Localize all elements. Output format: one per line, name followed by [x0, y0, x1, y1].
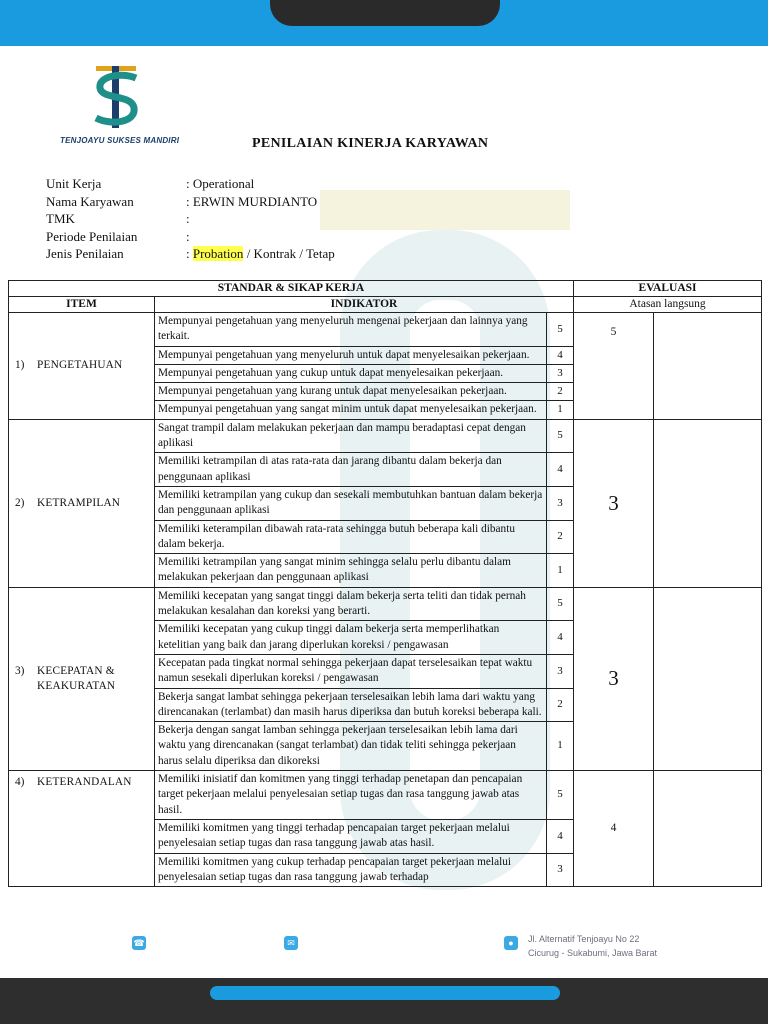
- item-number: 4): [15, 776, 25, 789]
- info-row-tmk: [46, 210, 335, 228]
- table-subheader-row: [9, 297, 762, 313]
- score-value: 2: [547, 520, 574, 554]
- table-row: [9, 419, 762, 453]
- evaluation-score[interactable]: 3: [574, 419, 654, 587]
- item-number: 2): [15, 496, 25, 509]
- indicator-text: Memiliki keterampilan dibawah rata-rata sehingga butuh beberapa kali dibantu dalam bekerja.: [155, 520, 547, 554]
- info-label: Nama Karyawan: [46, 193, 134, 209]
- score-value: 3: [547, 486, 574, 520]
- indicator-text: Memiliki ketrampilan di atas rata-rata dan jarang dibantu dalam bekerja dan penggunaan aplikasi: [155, 453, 547, 487]
- watermark-bar: [320, 190, 570, 230]
- indicator-text: Memiliki komitmen yang tinggi terhadap pencapaian target pekerjaan melalui penyelesaian setiap tugas dan rasa tanggung jawab atas hasil.: [155, 819, 547, 853]
- evaluation-score[interactable]: 3: [574, 587, 654, 770]
- tsm-logo-icon: [92, 64, 142, 130]
- company-logo: [60, 64, 180, 152]
- indicator-text: Mempunyai pengetahuan yang kurang untuk dapat menyelesaikan pekerjaan.: [155, 383, 547, 401]
- item-label: [37, 358, 122, 373]
- table-row: [9, 313, 762, 347]
- score-value: 2: [547, 383, 574, 401]
- table-row: [9, 771, 762, 820]
- item-label-line: KETRAMPILAN: [37, 496, 121, 509]
- header-evaluator: Atasan langsung: [574, 297, 762, 313]
- mail-icon: ✉: [284, 936, 298, 950]
- indicator-text: Kecepatan pada tingkat normal sehingga pekerjaan dapat terselesaikan tepat waktu namun sesekali diperlukan koreksi / pengawasan: [155, 654, 547, 688]
- item-number: 3): [15, 664, 25, 677]
- evaluation-extra-cell[interactable]: [654, 419, 762, 587]
- info-value: :: [186, 228, 190, 244]
- item-cell: [9, 419, 155, 587]
- indicator-text: Memiliki inisiatif dan komitmen yang tinggi terhadap penetapan dan pencapaian target pekerjaan melalui penyelesaian setiap tugas dan rasa tanggung jawab atas hasil.: [155, 771, 547, 820]
- evaluation-score[interactable]: 5: [574, 313, 654, 420]
- footer-band: [0, 978, 768, 1024]
- indicator-text: Bekerja sangat lambat sehingga pekerjaan terselesaikan lebih lama dari waktu yang direncanakan (terlambat) dan masih harus diperiksa dan butuh koreksi beberapa kali.: [155, 688, 547, 722]
- info-row-type: [46, 245, 335, 263]
- info-value: :: [186, 211, 190, 226]
- indicator-text: Memiliki ketrampilan yang cukup dan sesekali membutuhkan bantuan dalam bekerja dan penggunaan aplikasi: [155, 486, 547, 520]
- info-value: [186, 245, 335, 263]
- page-title: PENILAIAN KINERJA KARYAWAN: [252, 136, 489, 151]
- company-name: TENJOAYU SUKSES MANDIRI: [60, 136, 180, 145]
- footer-pill: [210, 986, 560, 1000]
- item-cell: [9, 313, 155, 420]
- info-label: TMK: [46, 211, 75, 226]
- header-indicator: INDIKATOR: [155, 297, 574, 313]
- item-label-line: KEAKURATAN: [37, 679, 116, 692]
- info-value-rest: / Kontrak / Tetap: [243, 246, 335, 261]
- score-value: 4: [547, 346, 574, 364]
- phone-icon: ☎: [133, 938, 145, 948]
- score-value: 5: [547, 771, 574, 820]
- item-number: 1): [15, 359, 25, 372]
- indicator-text: Mempunyai pengetahuan yang cukup untuk dapat menyelesaikan pekerjaan.: [155, 364, 547, 382]
- header-item: ITEM: [9, 297, 155, 313]
- header-notch: [270, 0, 500, 26]
- address-line: Jl. Alternatif Tenjoayu No 22: [528, 934, 640, 944]
- score-value: 2: [547, 688, 574, 722]
- evaluation-extra-cell[interactable]: [654, 771, 762, 887]
- item-label-line: PENGETAHUAN: [37, 359, 123, 372]
- score-value: 1: [547, 722, 574, 771]
- header-standard: STANDAR & SIKAP KERJA: [9, 281, 574, 297]
- info-row-period: [46, 228, 335, 246]
- indicator-text: Bekerja dengan sangat lamban sehingga pekerjaan terselesaikan lebih lama dari waktu yang direncanakan (sangat terlambat) dan tidak teliti sehingga pekerjaan harus selalu diperiksa dan dikoreksi: [155, 722, 547, 771]
- score-value: 4: [547, 453, 574, 487]
- evaluation-extra-cell[interactable]: [654, 587, 762, 770]
- info-label: Jenis Penilaian: [46, 246, 124, 261]
- contact-mail: [284, 936, 298, 950]
- info-value: : ERWIN MURDIANTO: [186, 193, 318, 209]
- info-value: : Operational: [186, 176, 255, 191]
- header-evaluation: EVALUASI: [574, 281, 762, 297]
- score-value: 5: [547, 313, 574, 347]
- item-label-line: KETERANDALAN: [37, 776, 132, 789]
- score-value: 3: [547, 853, 574, 887]
- info-label: Unit Kerja: [46, 176, 102, 191]
- item-label: [37, 664, 115, 695]
- employee-info: [46, 175, 335, 263]
- contact-location: [504, 936, 518, 950]
- info-label: Periode Penilaian: [46, 228, 138, 244]
- table-header-row: [9, 281, 762, 297]
- indicator-text: Memiliki kecepatan yang sangat tinggi dalam bekerja serta teliti dan tidak pernah melakukan kesalahan dan koreksi yang berarti.: [155, 587, 547, 621]
- score-value: 1: [547, 554, 574, 588]
- evaluation-score[interactable]: 4: [574, 771, 654, 887]
- info-row-name: [46, 193, 335, 211]
- indicator-text: Memiliki ketrampilan yang sangat minim sehingga selalu perlu dibantu dalam melakukan pekerjaan dan penggunaan aplikasi: [155, 554, 547, 588]
- info-row-unit: [46, 175, 335, 193]
- score-value: 4: [547, 621, 574, 655]
- score-value: 5: [547, 587, 574, 621]
- indicator-text: Memiliki kecepatan yang cukup tinggi dalam bekerja serta memperlihatkan ketelitian yang baik dan jarang diperlukan koreksi / pengawasan: [155, 621, 547, 655]
- highlighted-option: Probation: [192, 246, 244, 261]
- item-cell: [9, 587, 155, 770]
- score-value: 1: [547, 401, 574, 419]
- evaluation-table: [8, 280, 762, 887]
- indicator-text: Memiliki komitmen yang cukup terhadap pencapaian target pekerjaan melalui penyelesaian setiap tugas dan rasa tanggung jawab terhadap: [155, 853, 547, 887]
- item-label-line: KECEPATAN &: [37, 664, 115, 677]
- score-value: 3: [547, 654, 574, 688]
- score-value: 3: [547, 364, 574, 382]
- company-address: [528, 932, 657, 960]
- indicator-text: Mempunyai pengetahuan yang sangat minim untuk dapat menyelesaikan pekerjaan.: [155, 401, 547, 419]
- item-label: [37, 775, 132, 790]
- contact-phone: [132, 936, 146, 950]
- item-label: [37, 496, 120, 511]
- location-icon: ●: [504, 936, 518, 950]
- table-row: [9, 587, 762, 621]
- score-value: 4: [547, 819, 574, 853]
- address-line: Cicurug - Sukabumi, Jawa Barat: [528, 948, 658, 958]
- indicator-text: Sangat trampil dalam melakukan pekerjaan dan mampu beradaptasi cepat dengan aplikasi: [155, 419, 547, 453]
- indicator-text: Mempunyai pengetahuan yang menyeluruh mengenai pekerjaan dan lainnya yang terkait.: [155, 313, 547, 347]
- item-cell: [9, 771, 155, 887]
- score-value: 5: [547, 419, 574, 453]
- evaluation-extra-cell[interactable]: [654, 313, 762, 420]
- info-value-prefix: :: [186, 246, 193, 261]
- indicator-text: Mempunyai pengetahuan yang menyeluruh untuk dapat menyelesaikan pekerjaan.: [155, 346, 547, 364]
